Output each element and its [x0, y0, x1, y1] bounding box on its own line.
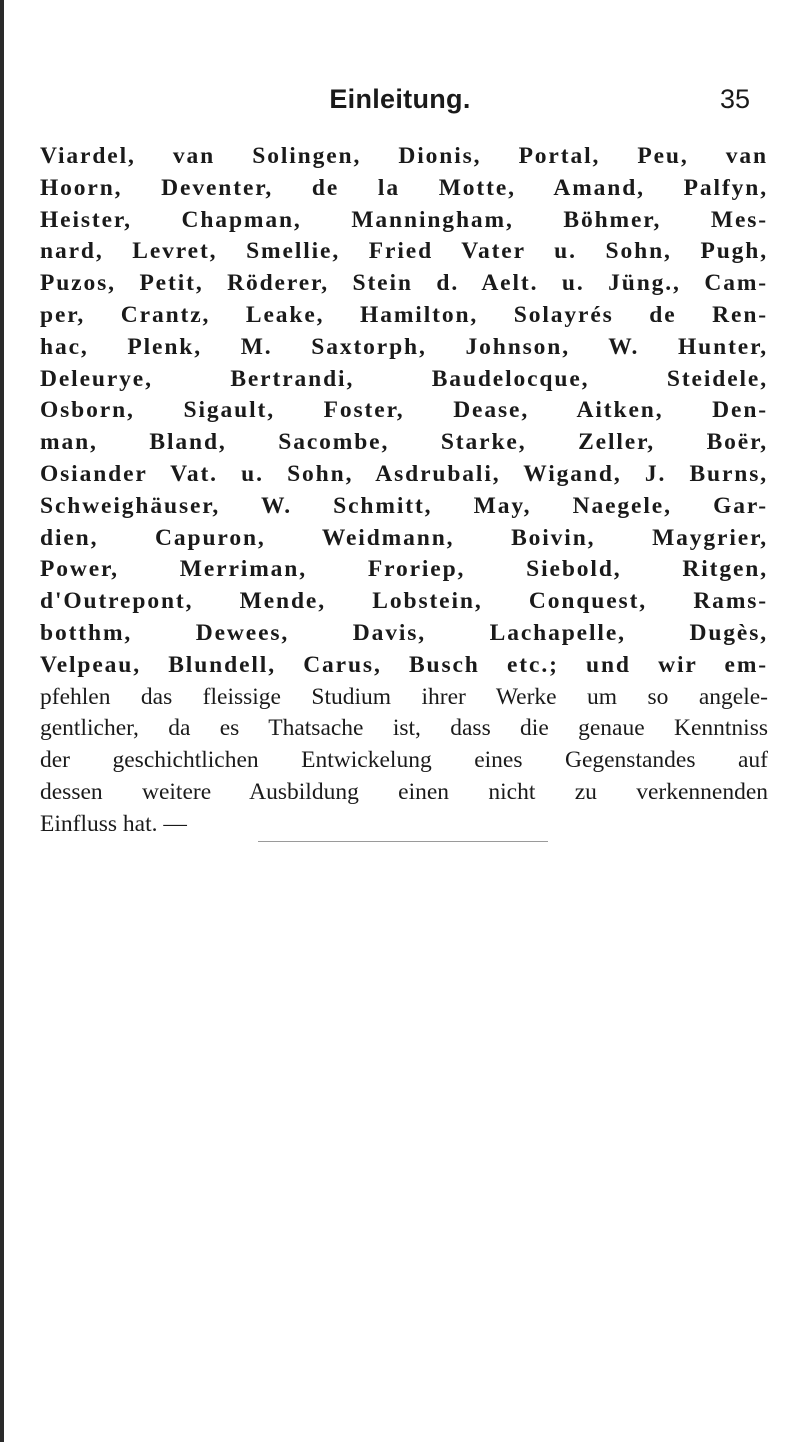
running-head: Einleitung.	[329, 84, 471, 114]
page-number: 35	[719, 84, 750, 114]
text-line: Viardel, van Solingen, Dionis, Portal, Peu, van	[40, 143, 768, 169]
text-line: pfehlen das fleissige Studium ihrer Werke um so angele-	[40, 683, 768, 710]
text-line: dien, Capuron, Weidmann, Boivin, Maygrier,	[40, 524, 768, 551]
text-line: Puzos, Petit, Röderer, Stein d. Aelt. u. Jüng., Cam-	[40, 270, 768, 297]
text-line: man, Bland, Sacombe, Starke, Zeller, Boër,	[40, 429, 768, 456]
text-line: dessen weitere Ausbildung einen nicht zu verkennenden	[40, 778, 768, 805]
text-line: Heister, Chapman, Manningham, Böhmer, Mes-	[40, 206, 768, 233]
body-paragraph	[40, 141, 768, 841]
text-line: botthm, Dewees, Davis, Lachapelle, Dugès,	[40, 619, 768, 646]
text-line: Hoorn, Deventer, de la Motte, Amand, Palfyn,	[40, 174, 768, 201]
text-line: Osborn, Sigault, Foster, Dease, Aitken, Den-	[40, 397, 768, 424]
text-line: per, Crantz, Leake, Hamilton, Solayrés de Ren-	[40, 301, 768, 328]
text-line: Deleurye, Bertrandi, Baudelocque, Steidele,	[40, 365, 768, 392]
text-line: Velpeau, Blundell, Carus, Busch etc.; und wir em-	[40, 651, 768, 678]
page-left-edge	[0, 0, 4, 1442]
text-line: nard, Levret, Smellie, Fried Vater u. Sohn, Pugh,	[40, 238, 768, 265]
footer-rule	[258, 841, 548, 842]
page-header	[0, 84, 800, 124]
text-line: der geschichtlichen Entwickelung eines Gegenstandes auf	[40, 747, 768, 774]
text-line: Power, Merriman, Froriep, Siebold, Ritgen,	[40, 556, 768, 583]
text-line: Schweighäuser, W. Schmitt, May, Naegele, Gar-	[40, 492, 768, 519]
text-line: hac, Plenk, M. Saxtorph, Johnson, W. Hunter,	[40, 333, 768, 360]
text-line: Osiander Vat. u. Sohn, Asdrubali, Wigand, J. Burns,	[40, 460, 768, 487]
text-line: gentlicher, da es Thatsache ist, dass die genaue Kenntniss	[40, 715, 768, 742]
text-line: d'Outrepont, Mende, Lobstein, Conquest, Rams-	[40, 588, 768, 615]
text-line: Einfluss hat. —	[40, 810, 187, 837]
